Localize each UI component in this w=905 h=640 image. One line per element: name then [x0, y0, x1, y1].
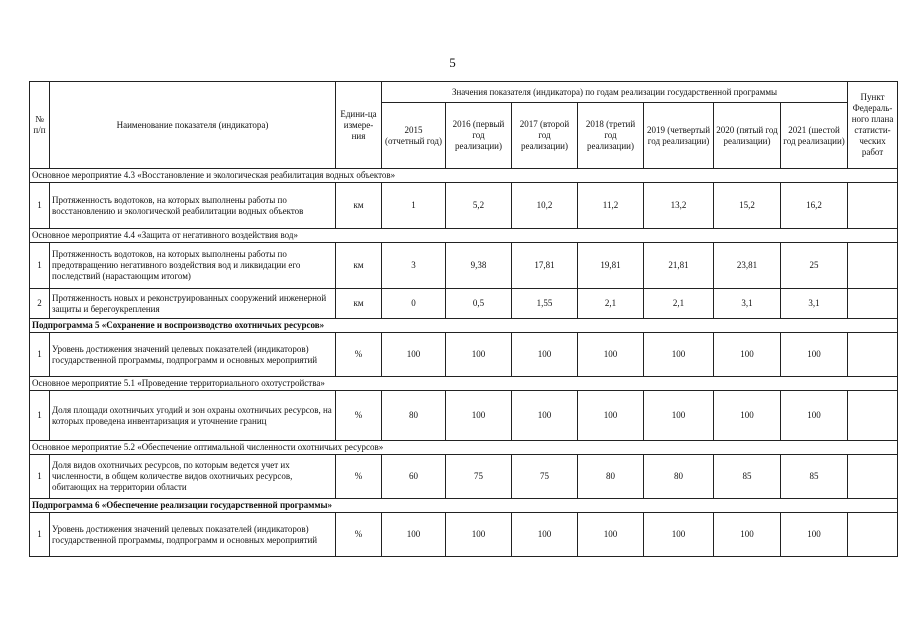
value-cell: 11,2: [578, 183, 644, 229]
section-title: Основное мероприятие 4.3 «Восстановление и экологическая реабилитация водных объектов»: [30, 169, 898, 183]
value-cell: 100: [714, 333, 781, 377]
table-row: [30, 243, 898, 289]
plan-cell: [848, 455, 898, 499]
value-cell: 100: [578, 513, 644, 557]
value-cell: 16,2: [781, 183, 848, 229]
value-cell: 100: [446, 333, 512, 377]
value-cell: 100: [382, 513, 446, 557]
value-cell: 17,81: [512, 243, 578, 289]
plan-cell: [848, 183, 898, 229]
value-cell: 100: [578, 333, 644, 377]
section-title: Основное мероприятие 5.1 «Проведение территориального охотустройства»: [30, 377, 898, 391]
row-number: 1: [30, 183, 50, 229]
value-cell: 0,5: [446, 289, 512, 319]
section-title: Подпрограмма 5 «Сохранение и воспроизводство охотничьих ресурсов»: [30, 319, 898, 333]
row-number: 1: [30, 333, 50, 377]
value-cell: 85: [714, 455, 781, 499]
value-cell: 2,1: [644, 289, 714, 319]
value-cell: 100: [714, 513, 781, 557]
value-cell: 80: [382, 391, 446, 441]
value-cell: 100: [578, 391, 644, 441]
row-number: 1: [30, 455, 50, 499]
value-cell: 2,1: [578, 289, 644, 319]
value-cell: 9,38: [446, 243, 512, 289]
section-row: [30, 441, 898, 455]
value-cell: 100: [512, 391, 578, 441]
value-cell: 21,81: [644, 243, 714, 289]
section-title: Основное мероприятие 4.4 «Защита от негативного воздействия вод»: [30, 229, 898, 243]
header-year: 2019 (четвертый год реализации): [644, 103, 714, 169]
indicator-name: Протяженность новых и реконструированных сооружений инженерной защиты и берегоукрепления: [50, 289, 336, 319]
table-row: [30, 455, 898, 499]
section-title: Подпрограмма 6 «Обеспечение реализации государственной программы»: [30, 499, 898, 513]
header-number: № п/п: [30, 82, 50, 169]
indicators-table: [29, 81, 898, 557]
row-number: 1: [30, 391, 50, 441]
header-values-group: Значения показателя (индикатора) по годам реализации государственной программы: [382, 82, 848, 103]
value-cell: 100: [446, 513, 512, 557]
indicator-name: Протяженность водотоков, на которых выполнены работы по восстановлению и экологической реабилитации водных объектов: [50, 183, 336, 229]
value-cell: 3,1: [781, 289, 848, 319]
row-number: 1: [30, 243, 50, 289]
indicator-name: Доля видов охотничьих ресурсов, по которым ведется учет их численности, в общем количестве видов охотничьих ресурсов, обитающих на территории области: [50, 455, 336, 499]
value-cell: 3,1: [714, 289, 781, 319]
section-row: [30, 229, 898, 243]
value-cell: 1,55: [512, 289, 578, 319]
value-cell: 100: [714, 391, 781, 441]
section-row: [30, 319, 898, 333]
value-cell: 100: [644, 391, 714, 441]
value-cell: 25: [781, 243, 848, 289]
plan-cell: [848, 333, 898, 377]
value-cell: 100: [512, 513, 578, 557]
unit-cell: км: [336, 183, 382, 229]
value-cell: 3: [382, 243, 446, 289]
header-year: 2018 (третий год реализации): [578, 103, 644, 169]
table-row: [30, 289, 898, 319]
unit-cell: км: [336, 289, 382, 319]
plan-cell: [848, 513, 898, 557]
header-year: 2015 (отчетный год): [382, 103, 446, 169]
value-cell: 5,2: [446, 183, 512, 229]
value-cell: 0: [382, 289, 446, 319]
unit-cell: %: [336, 391, 382, 441]
value-cell: 60: [382, 455, 446, 499]
value-cell: 100: [644, 333, 714, 377]
unit-cell: %: [336, 513, 382, 557]
value-cell: 100: [644, 513, 714, 557]
section-row: [30, 169, 898, 183]
table-row: [30, 513, 898, 557]
header-indicator-name: Наименование показателя (индикатора): [50, 82, 336, 169]
value-cell: 23,81: [714, 243, 781, 289]
row-number: 2: [30, 289, 50, 319]
indicator-name: Доля площади охотничьих угодий и зон охраны охотничьих ресурсов, на которых проведена инвентаризация и уточнение границ: [50, 391, 336, 441]
value-cell: 75: [446, 455, 512, 499]
plan-cell: [848, 391, 898, 441]
table-row: [30, 391, 898, 441]
section-row: [30, 499, 898, 513]
value-cell: 100: [781, 391, 848, 441]
header-year: 2021 (шестой год реализации): [781, 103, 848, 169]
value-cell: 75: [512, 455, 578, 499]
value-cell: 100: [446, 391, 512, 441]
indicator-name: Уровень достижения значений целевых показателей (индикаторов) государственной программы, подпрограмм и основных мероприятий: [50, 513, 336, 557]
section-title: Основное мероприятие 5.2 «Обеспечение оптимальной численности охотничьих ресурсов»: [30, 441, 898, 455]
value-cell: 100: [781, 333, 848, 377]
plan-cell: [848, 243, 898, 289]
unit-cell: км: [336, 243, 382, 289]
value-cell: 100: [512, 333, 578, 377]
indicator-name: Протяженность водотоков, на которых выполнены работы по предотвращению негативного воздействия вод и ликвидации его последствий (нарастающим итогом): [50, 243, 336, 289]
value-cell: 100: [382, 333, 446, 377]
header-unit: Едини-ца измере-ния: [336, 82, 382, 169]
indicator-name: Уровень достижения значений целевых показателей (индикаторов) государственной программы, подпрограмм и основных мероприятий: [50, 333, 336, 377]
header-year: 2020 (пятый год реализации): [714, 103, 781, 169]
value-cell: 1: [382, 183, 446, 229]
value-cell: 13,2: [644, 183, 714, 229]
value-cell: 85: [781, 455, 848, 499]
header-year: 2016 (первый год реализации): [446, 103, 512, 169]
table-row: [30, 333, 898, 377]
value-cell: 10,2: [512, 183, 578, 229]
page-number: 5: [449, 55, 456, 70]
value-cell: 80: [578, 455, 644, 499]
table-row: [30, 183, 898, 229]
section-row: [30, 377, 898, 391]
header-federal-plan: Пункт Федераль-ного плана статисти-ческих работ: [848, 82, 898, 169]
value-cell: 80: [644, 455, 714, 499]
plan-cell: [848, 289, 898, 319]
value-cell: 15,2: [714, 183, 781, 229]
header-year: 2017 (второй год реализации): [512, 103, 578, 169]
unit-cell: %: [336, 333, 382, 377]
value-cell: 100: [781, 513, 848, 557]
value-cell: 19,81: [578, 243, 644, 289]
unit-cell: %: [336, 455, 382, 499]
row-number: 1: [30, 513, 50, 557]
